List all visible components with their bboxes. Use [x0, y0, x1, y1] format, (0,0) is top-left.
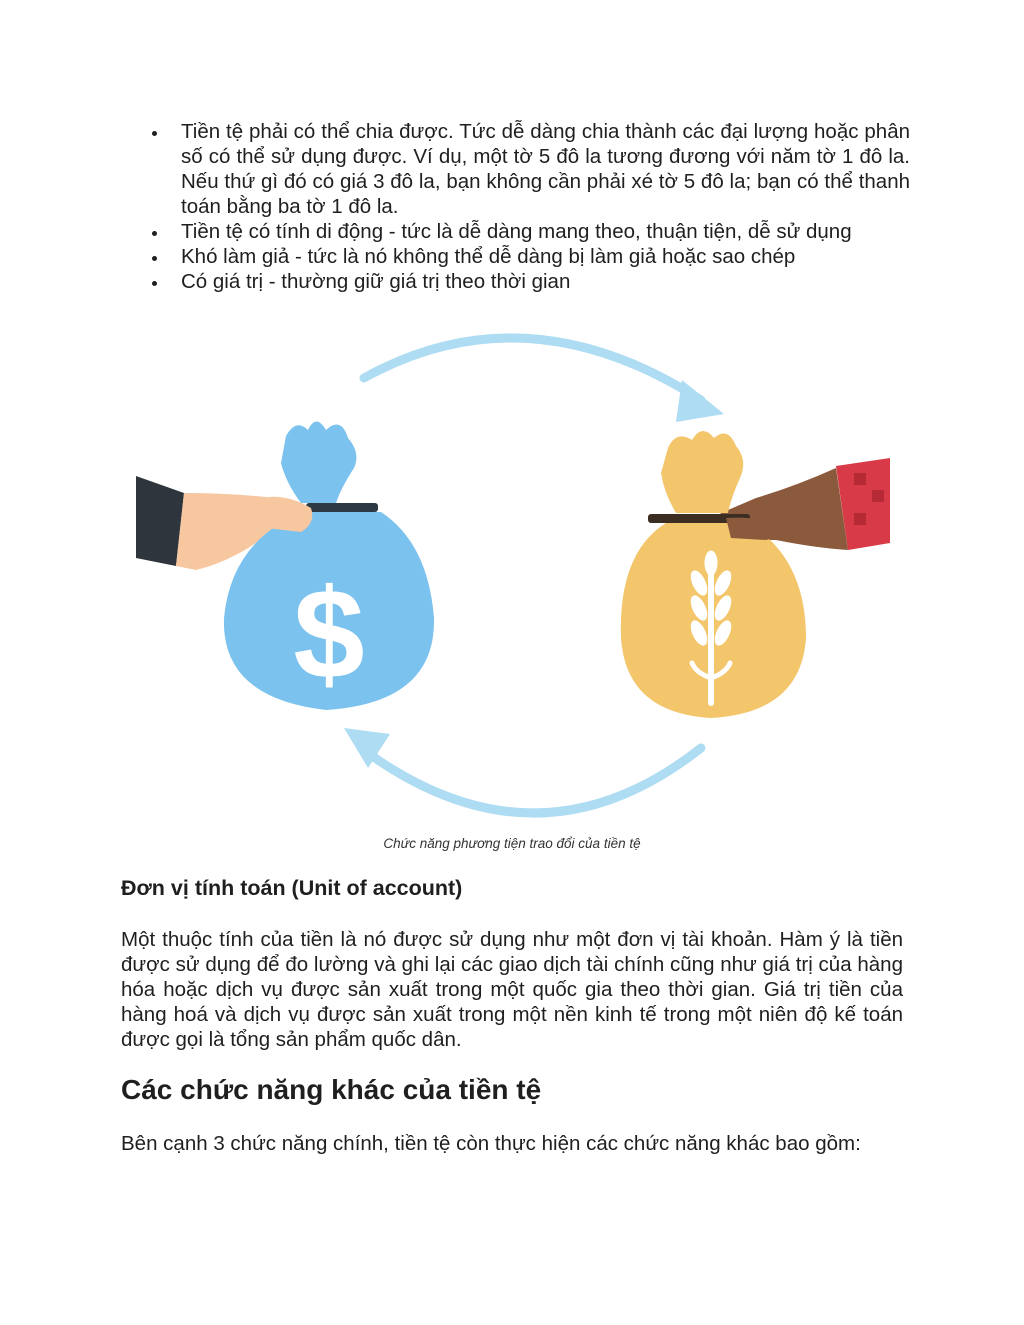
top-arrowhead-icon — [676, 380, 724, 422]
exchange-illustration — [136, 318, 890, 838]
lead-text: Bên cạnh 3 chức năng chính, tiền tệ còn thực hiện các chức năng khác bao gồm: — [121, 1132, 861, 1155]
bullet-icon — [152, 231, 157, 236]
money-bag-icon — [224, 422, 434, 711]
dollar-sign-icon: $ — [293, 563, 365, 706]
subheading: Đơn vị tính toán (Unit of account) — [121, 876, 463, 900]
paragraph: Một thuộc tính của tiền là nó được sử dụng như một đơn vị tài khoản. Hàm ý là tiền được sử dụng để đo lường và ghi lại các giao dịch tài chính cũng như giá trị của hàng hóa hoặc dịch vụ được sản xuất trong một quốc gia theo thời gian. Giá trị tiền của hàng hoá và dịch vụ được sản xuất trong một nền kinh tế trong một niên độ kế toán được gọi là tổng sản phẩm quốc dân. — [121, 928, 903, 1051]
bullet-list — [140, 119, 910, 294]
list-item: Tiền tệ có tính di động - tức là dễ dàng mang theo, thuận tiện, dễ sử dụng — [140, 219, 910, 244]
figure-caption: Chức năng phương tiện trao đổi của tiền tệ — [383, 836, 641, 851]
bullet-icon — [152, 256, 157, 261]
list-item: Có giá trị - thường giữ giá trị theo thời gian — [140, 269, 910, 294]
top-exchange-arrow — [364, 338, 701, 400]
list-item: Khó làm giả - tức là nó không thể dễ dàng bị làm giả hoặc sao chép — [140, 244, 910, 269]
bottom-exchange-arrow — [361, 748, 701, 813]
grain-bag-icon — [621, 431, 806, 718]
list-item: Tiền tệ phải có thể chia được. Tức dễ dàng chia thành các đại lượng hoặc phân số có thể sử dụng được. Ví dụ, một tờ 5 đô la tương đương với năm tờ 1 đô la. Nếu thứ gì đó có giá 3 đô la, bạn không cần phải xé tờ 5 đô la; bạn có thể thanh toán bằng ba tờ 1 đô la. — [140, 119, 910, 219]
bullet-icon — [152, 131, 157, 136]
section-heading: Các chức năng khác của tiền tệ — [121, 1074, 542, 1105]
bullet-icon — [152, 281, 157, 286]
